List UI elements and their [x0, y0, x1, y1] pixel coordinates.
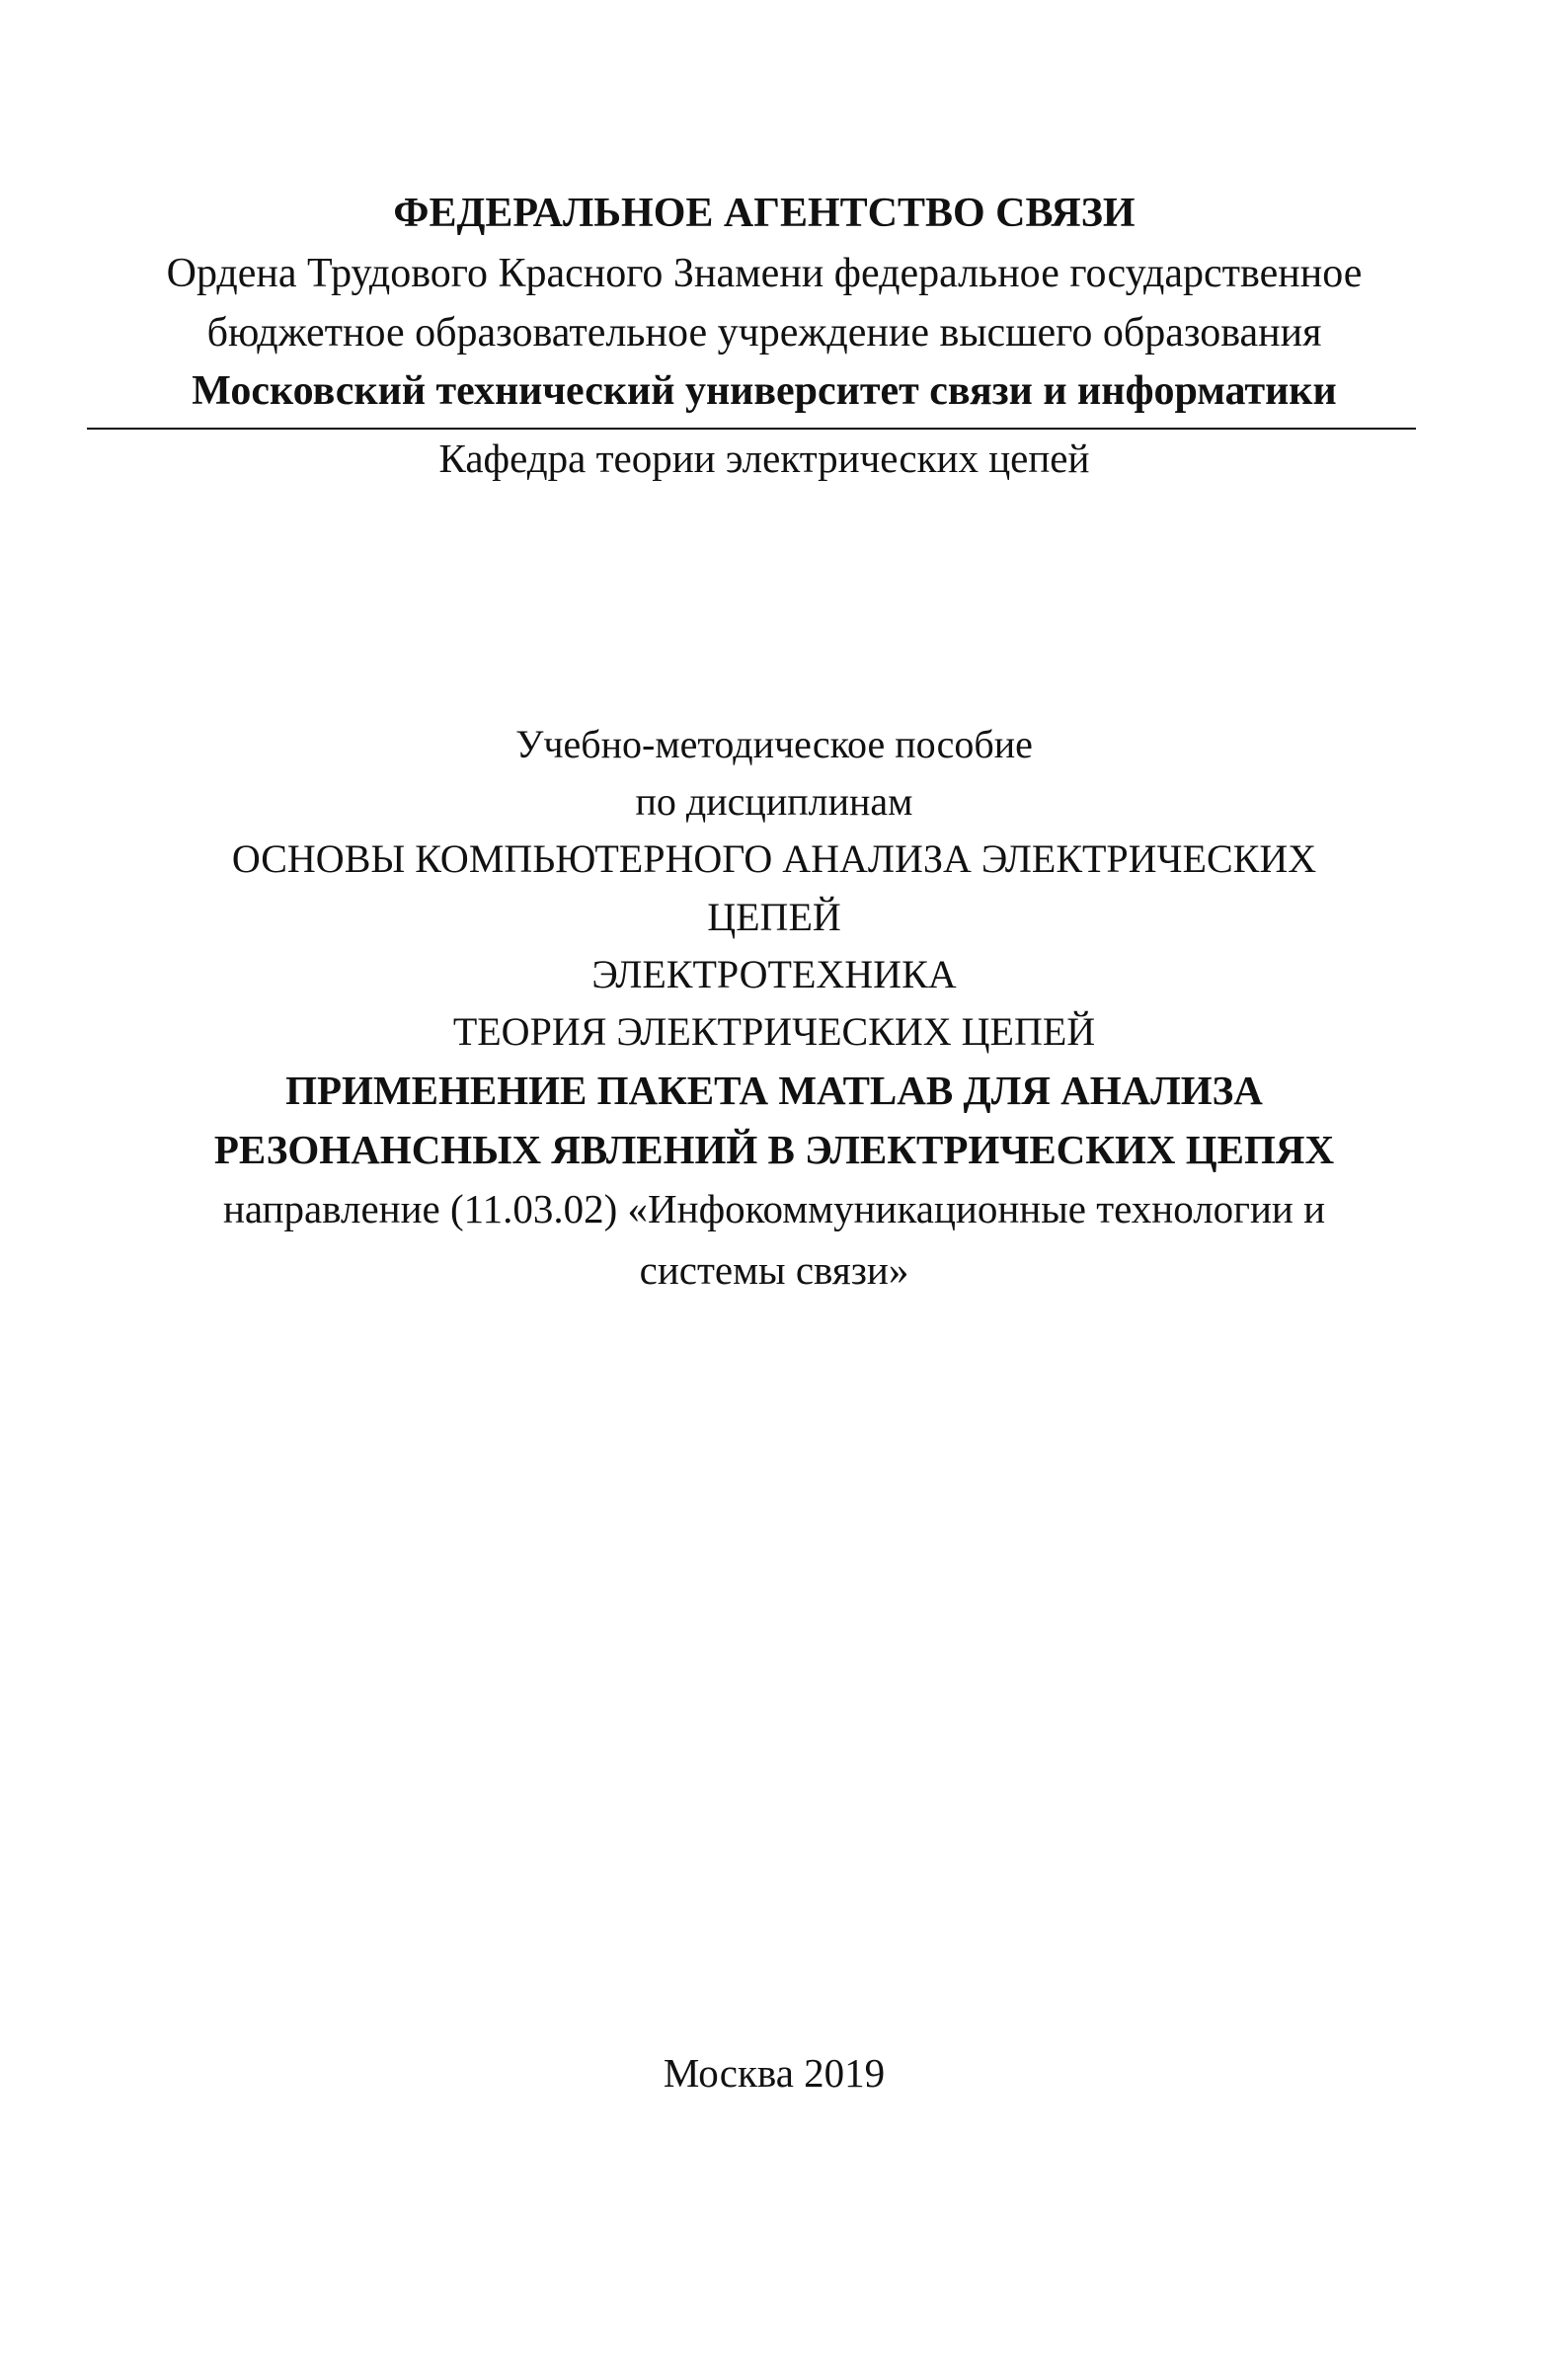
university-name: Московский технический университет связи и информатики	[192, 368, 1337, 414]
institution-line-1: Ордена Трудового Красного Знамени федеральное государственное	[166, 251, 1363, 296]
discipline-2: ЭЛЕКТРОТЕХНИКА	[591, 952, 957, 996]
city-year: Москва 2019	[663, 2050, 886, 2096]
department-name: Кафедра теории электрических цепей	[438, 436, 1090, 481]
discipline-1-line-1: ОСНОВЫ КОМПЬЮТЕРНОГО АНАЛИЗА ЭЛЕКТРИЧЕСКИХ	[231, 836, 1317, 881]
discipline-1-line-2: ЦЕПЕЙ	[707, 895, 841, 939]
document-title-line-2: РЕЗОНАНСНЫХ ЯВЛЕНИЙ В ЭЛЕКТРИЧЕСКИХ ЦЕПЯХ	[213, 1127, 1335, 1172]
study-direction-line-1: направление (11.03.02) «Инфокоммуникационные технологии и	[222, 1186, 1326, 1231]
header-divider	[87, 428, 1416, 430]
disciplines-label: по дисциплинам	[635, 779, 913, 824]
study-direction-line-2: системы связи»	[639, 1247, 909, 1293]
document-title-line-1: ПРИМЕНЕНИЕ ПАКЕТА MATLAB ДЛЯ АНАЛИЗА	[285, 1068, 1263, 1113]
agency-name: ФЕДЕРАЛЬНОЕ АГЕНТСТВО СВЯЗИ	[393, 191, 1136, 236]
discipline-3: ТЕОРИЯ ЭЛЕКТРИЧЕСКИХ ЦЕПЕЙ	[452, 1009, 1096, 1054]
institution-line-2: бюджетное образовательное учреждение высшего образования	[206, 310, 1322, 356]
document-kind: Учебно-методическое пособие	[515, 722, 1033, 766]
